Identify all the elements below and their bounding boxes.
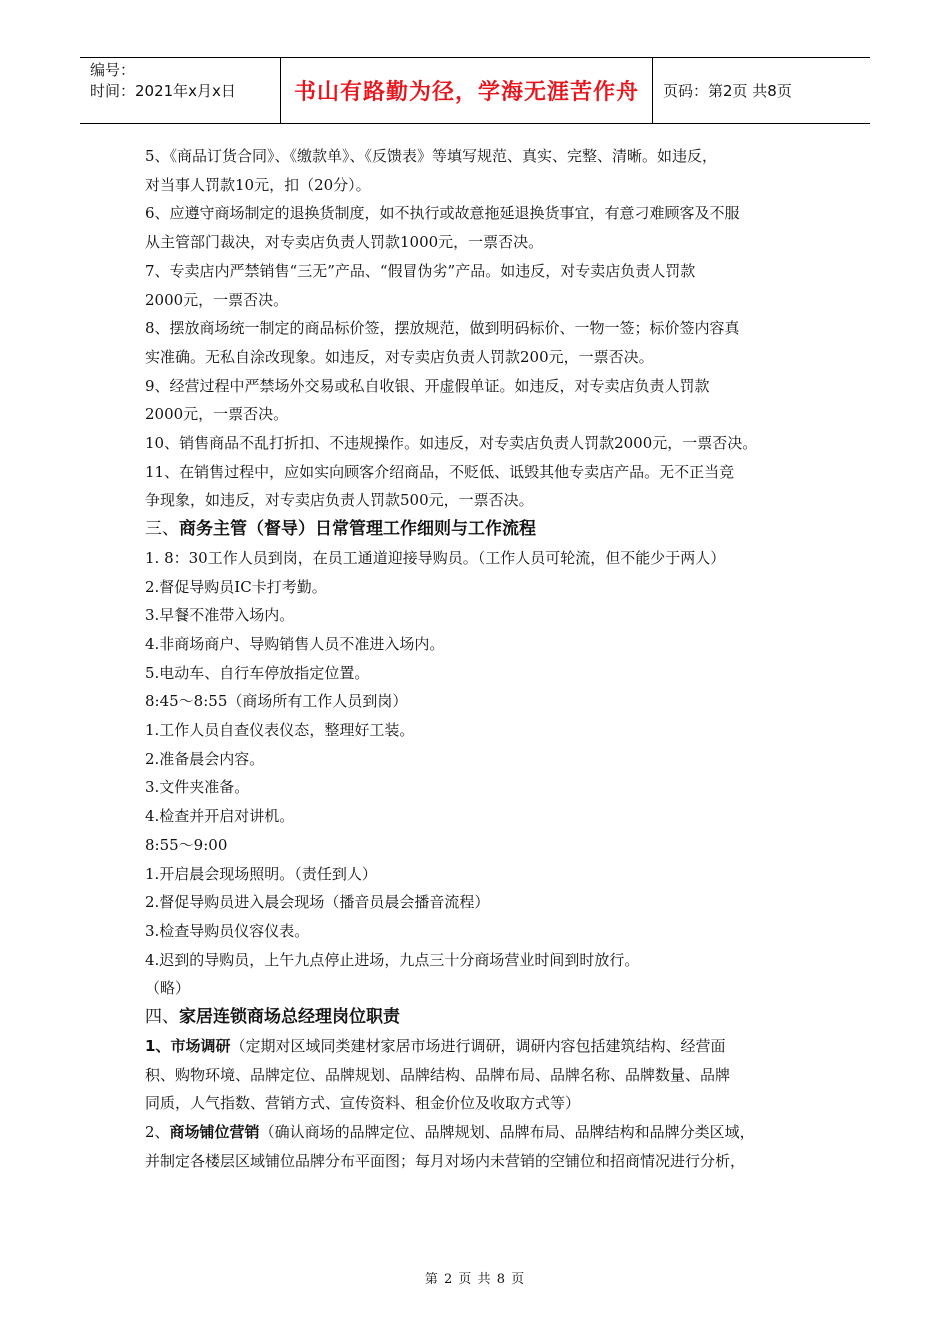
duty-item-1-number: 1、 — [145, 1036, 171, 1055]
rule-line: 6、应遵守商场制定的退换货制度，如不执行或故意拖延退换货事宜，有意刁难顾客及不服 — [145, 204, 740, 223]
rule-line: 9、经营过程中严禁场外交易或私自收银、开虚假单证。如违反，对专卖店负责人罚款 — [145, 376, 710, 395]
workflow-time: 8:45～8:55（商场所有工作人员到岗） — [145, 692, 408, 711]
workflow-line: 4.迟到的导购员，上午九点停止进场，九点三十分商场营业时间到时放行。 — [145, 950, 640, 969]
rule-line: 争现象，如违反，对专卖店负责人罚款500元，一票否决。 — [145, 491, 534, 510]
section-3-heading — [145, 515, 820, 544]
duty-line: 并制定各楼层区域铺位品牌分布平面图；每月对场内未营销的空铺位和招商情况进行分析， — [145, 1151, 746, 1170]
workflow-line: 2.督促导购员进入晨会现场（播音员晨会播音流程） — [145, 893, 490, 912]
section-3-title: 商务主管（督导）日常管理工作细则与工作流程 — [179, 519, 536, 540]
workflow-line: 3.检查导购员仪容仪表。 — [145, 921, 310, 940]
duty-line: 同质，人气指数、营销方式、宣传资料、租金价位及收取方式等） — [145, 1094, 581, 1113]
workflow-line: 3.早餐不准带入场内。 — [145, 606, 295, 625]
section-4-title: 家居连锁商场总经理岗位职责 — [179, 1007, 400, 1028]
rule-line: 5、《商品订货合同》、《缴款单》、《反馈表》等填写规范、真实、完整、清晰。如违反， — [145, 147, 718, 165]
rule-line: 8、摆放商场统一制定的商品标价签，摆放规范，做到明码标价、一物一签；标价签内容真 — [145, 319, 740, 338]
header-page-info: 页码：第2页 共8页 — [663, 82, 792, 100]
rule-line: 2000元，一票否决。 — [145, 405, 289, 424]
rule-line: 7、专卖店内严禁销售“三无”产品、“假冒伪劣”产品。如违反，对专卖店负责人罚款 — [145, 261, 696, 280]
workflow-line: 4.检查并开启对讲机。 — [145, 807, 295, 826]
duty-item-2 — [145, 1118, 820, 1147]
duty-item-1 — [145, 1032, 820, 1061]
page-header — [80, 57, 870, 124]
rule-line: 实准确。无私自涂改现象。如违反，对专卖店负责人罚款200元，一票否决。 — [145, 347, 654, 366]
workflow-line: 2.督促导购员IC卡打考勤。 — [145, 577, 327, 596]
duty-item-1-text: （定期对区域同类建材家居市场进行调研，调研内容包括建筑结构、经营面 — [230, 1036, 726, 1055]
workflow-line: 1.工作人员自查仪表仪态，整理好工装。 — [145, 721, 415, 740]
workflow-time: 8:55～9:00 — [145, 835, 228, 854]
document-body — [145, 142, 820, 1175]
rule-line: 10、销售商品不乱打折扣、不违规操作。如违反，对专卖店负责人罚款2000元，一票否决。 — [145, 434, 758, 453]
workflow-line: 2.准备晨会内容。 — [145, 749, 265, 768]
workflow-line: 1. 8：30工作人员到岗，在员工通道迎接导购员。（工作人员可轮流，但不能少于两人） — [145, 548, 726, 567]
document-number-label: 编号： — [90, 61, 136, 79]
header-motto: 书山有路勤为径，学海无涯苦作舟 — [281, 57, 653, 124]
header-meta — [80, 57, 281, 124]
workflow-omitted: （略） — [145, 979, 191, 998]
page-footer: 第 2 页 共 8 页 — [424, 1272, 526, 1287]
workflow-line: 3.文件夹准备。 — [145, 778, 250, 797]
workflow-line: 1.开启晨会现场照明。（责任到人） — [145, 864, 377, 883]
duty-item-2-number: 2、 — [145, 1122, 170, 1141]
workflow-line: 4.非商场商户、导购销售人员不准进入场内。 — [145, 634, 445, 653]
rule-line: 从主管部门裁决，对专卖店负责人罚款1000元，一票否决。 — [145, 233, 544, 252]
workflow-line: 5.电动车、自行车停放指定位置。 — [145, 663, 370, 682]
section-4-heading — [145, 1003, 820, 1032]
document-date: 时间：2021年x月x日 — [90, 82, 236, 100]
section-3-number: 三、 — [145, 519, 179, 540]
rule-line: 11、在销售过程中，应如实向顾客介绍商品，不贬低、诋毁其他专卖店产品。无不正当竞 — [145, 462, 735, 481]
duty-item-2-title: 商场铺位营销 — [169, 1122, 260, 1141]
duty-item-2-text: （确认商场的品牌定位、品牌规划、品牌布局、品牌结构和品牌分类区域， — [259, 1122, 755, 1141]
header-bottom-rule — [80, 123, 870, 124]
section-4-number: 四、 — [145, 1007, 179, 1028]
rule-line: 对当事人罚款10元，扣（20分）。 — [145, 175, 371, 194]
duty-item-1-title: 市场调研 — [170, 1036, 231, 1055]
duty-line: 积、购物环境、品牌定位、品牌规划、品牌结构、品牌布局、品牌名称、品牌数量、品牌 — [145, 1065, 731, 1084]
rule-line: 2000元，一票否决。 — [145, 290, 289, 309]
